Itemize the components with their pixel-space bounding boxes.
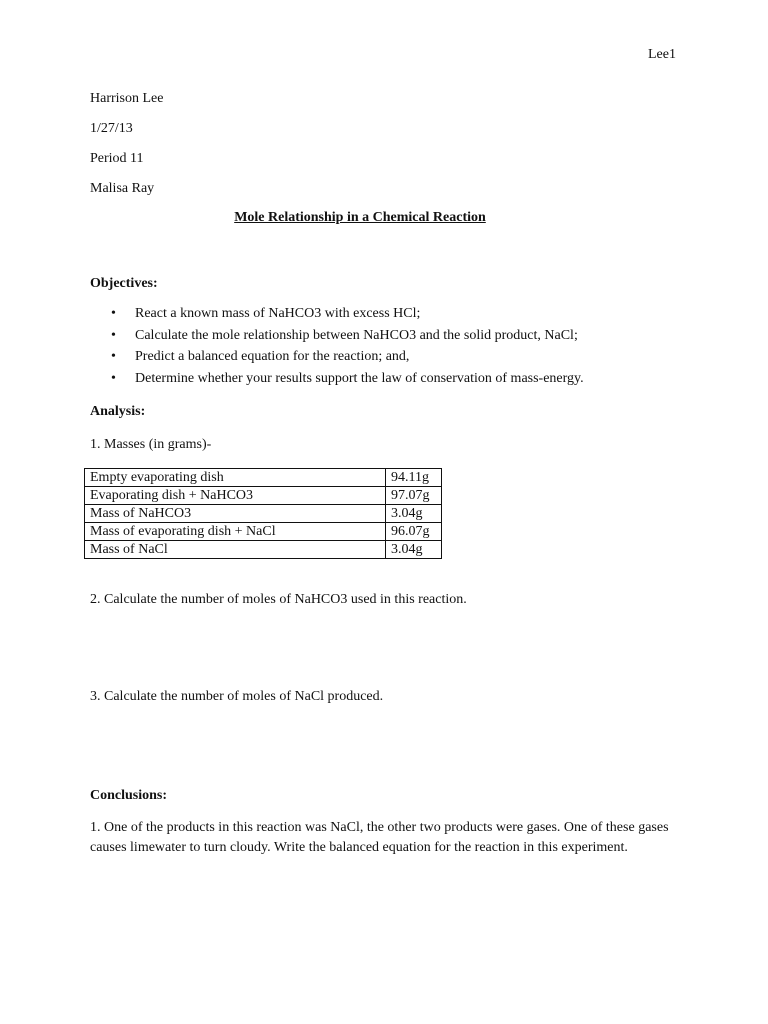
objectives-heading: Objectives: xyxy=(90,276,158,291)
analysis-question-3: 3. Calculate the number of moles of NaCl produced. xyxy=(90,689,384,704)
conclusions-heading: Conclusions: xyxy=(90,788,168,803)
table-cell-label: Empty evaporating dish xyxy=(85,469,386,487)
analysis-heading: Analysis: xyxy=(90,404,146,419)
analysis-question-2: 2. Calculate the number of moles of NaHCO3 used in this reaction. xyxy=(90,592,467,607)
table-cell-value: 3.04g xyxy=(386,505,442,523)
objective-item: • Determine whether your results support the law of conservation of mass-energy. xyxy=(90,368,584,390)
table-row xyxy=(85,505,442,523)
objective-item: • Predict a balanced equation for the reaction; and, xyxy=(90,346,584,368)
table-cell-value: 94.11g xyxy=(386,469,442,487)
page-header-label: Lee1 xyxy=(648,47,676,62)
table-cell-value: 97.07g xyxy=(386,487,442,505)
class-period: Period 11 xyxy=(90,151,144,166)
objectives-list xyxy=(90,303,584,389)
table-row xyxy=(85,487,442,505)
table-cell-value: 96.07g xyxy=(386,523,442,541)
report-date: 1/27/13 xyxy=(90,121,133,136)
teacher-name: Malisa Ray xyxy=(90,181,155,196)
table-cell-label: Evaporating dish + NaHCO3 xyxy=(85,487,386,505)
document-title xyxy=(0,209,720,227)
table-row xyxy=(85,541,442,559)
analysis-question-1: 1. Masses (in grams)- xyxy=(90,437,212,452)
objective-item: • Calculate the mole relationship between NaHCO3 and the solid product, NaCl; xyxy=(90,325,584,347)
table-row xyxy=(85,469,442,487)
table-cell-label: Mass of NaHCO3 xyxy=(85,505,386,523)
table-row xyxy=(85,523,442,541)
student-name: Harrison Lee xyxy=(90,91,164,106)
table-cell-label: Mass of evaporating dish + NaCl xyxy=(85,523,386,541)
table-cell-label: Mass of NaCl xyxy=(85,541,386,559)
table-cell-value: 3.04g xyxy=(386,541,442,559)
document-title-text: Mole Relationship in a Chemical Reaction xyxy=(234,210,486,225)
masses-table xyxy=(84,468,442,559)
conclusion-question-1: 1. One of the products in this reaction was NaCl, the other two products were gases. One of these gases causes limewater to turn cloudy. Write the balanced equation for the reaction in this experiment. xyxy=(90,820,669,855)
objective-item: • React a known mass of NaHCO3 with excess HCl; xyxy=(90,303,584,325)
